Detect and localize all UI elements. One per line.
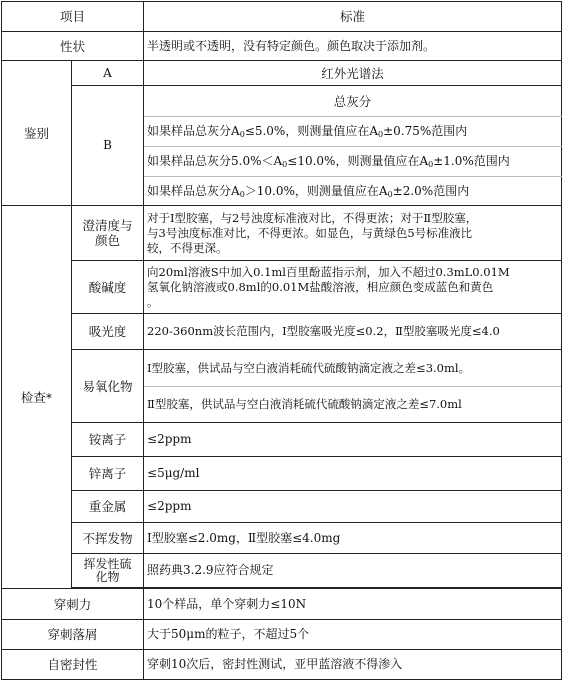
header-standard: 标准 xyxy=(144,2,562,32)
acidity-value: 向20ml溶液S中加入0.1ml百里酚蓝指示剂，加入不超过0.3mL0.01M 氢氧化钠溶液或0.8ml的0.01M盐酸溶液，相应颜色变成蓝色和黄色 。 xyxy=(144,261,562,314)
table-row xyxy=(2,650,562,680)
table-row xyxy=(2,491,562,523)
clarity-label: 澄清度与 颜色 xyxy=(72,206,144,261)
table-row xyxy=(2,554,562,588)
heavy-metal-label: 重金属 xyxy=(72,491,144,523)
clarity-value: 对于I型胶塞，与2号浊度标准液对比，不得更浓；对于Ⅱ型胶塞， 与3号浊度标准对比，不得更浓。如显色，与黄绿色5号标准液比 较，不得更深。 xyxy=(144,206,562,261)
oxidizable-value xyxy=(144,350,562,423)
ammonium-label: 铵离子 xyxy=(72,423,144,457)
ammonium-value: ≤2ppm xyxy=(144,423,562,457)
self-sealing-label: 自密封性 xyxy=(2,650,144,680)
nonvolatile-value: Ⅰ型胶塞≤2.0mg，Ⅱ型胶塞≤4.0mg xyxy=(144,523,562,554)
zinc-label: 锌离子 xyxy=(72,457,144,491)
oxidizable-label: 易氧化物 xyxy=(72,350,144,423)
zinc-value: ≤5μg/ml xyxy=(144,457,562,491)
inspection-label: 检查* xyxy=(2,206,72,589)
volatile-sulfide-label: 挥发性硫 化物 xyxy=(72,554,144,588)
table-row xyxy=(2,32,562,61)
identification-a-label: A xyxy=(72,61,144,86)
identification-a-value: 红外光谱法 xyxy=(144,61,562,86)
oxidizable-type1: Ⅰ型胶塞，供试品与空白液消耗硫代硫酸钠滴定液之差≤3.0ml。 xyxy=(144,350,561,387)
identification-label: 鉴别 xyxy=(2,61,72,206)
table-row xyxy=(2,86,562,117)
traits-label: 性状 xyxy=(2,32,144,61)
identification-b-label: B xyxy=(72,86,144,206)
fragmentation-value: 大于50μm的粒子，不超过5个 xyxy=(144,620,562,650)
traits-value: 半透明或不透明，没有特定颜色。颜色取决于添加剂。 xyxy=(144,32,562,61)
puncture-force-value: 10个样品，单个穿刺力≤10N xyxy=(144,589,562,620)
table-row xyxy=(2,314,562,350)
table-row xyxy=(2,206,562,261)
volatile-sulfide-value: 照药典3.2.9应符合规定 xyxy=(144,554,562,588)
table-header-row xyxy=(2,2,562,32)
table-row xyxy=(2,589,562,620)
acidity-label: 酸碱度 xyxy=(72,261,144,314)
rubber-stopper-spec-table xyxy=(1,1,562,680)
oxidizable-type2: Ⅱ型胶塞，供试品与空白液消耗硫代硫酸钠滴定液之差≤7.0ml xyxy=(147,397,462,411)
identification-b-rule-3: 如果样品总灰分$A_0>10.0\%$，则测量值应在$A_0\pm 2.0\%$范围内 xyxy=(144,177,562,206)
table-row xyxy=(2,423,562,457)
self-sealing-value: 穿刺10次后，密封性测试，亚甲蓝溶液不得渗入 xyxy=(144,650,562,680)
identification-b-rule-1: 如果样品总灰分$A_0\le 5.0\%$，则测量值应在$A_0\pm 0.75\%$范围内 xyxy=(144,117,562,147)
table-row xyxy=(2,523,562,554)
table-row xyxy=(2,350,562,423)
fragmentation-label: 穿刺落屑 xyxy=(2,620,144,650)
table-row xyxy=(2,61,562,86)
identification-b-title: 总灰分 xyxy=(144,86,562,117)
header-item: 项目 xyxy=(2,2,144,32)
puncture-force-label: 穿刺力 xyxy=(2,589,144,620)
absorbance-label: 吸光度 xyxy=(72,314,144,350)
absorbance-value: 220-360nm波长范围内，Ⅰ型胶塞吸光度≤0.2，Ⅱ型胶塞吸光度≤4.0 xyxy=(144,314,562,350)
heavy-metal-value: ≤2ppm xyxy=(144,491,562,523)
identification-b-rule-2: 如果样品总灰分$5.0\%<A_0\le 10.0\%$，则测量值应在$A_0\pm 1.0\%$范围内 xyxy=(144,147,562,177)
table-row xyxy=(2,620,562,650)
table-row xyxy=(2,457,562,491)
nonvolatile-label: 不挥发物 xyxy=(72,523,144,554)
table-row xyxy=(2,261,562,314)
